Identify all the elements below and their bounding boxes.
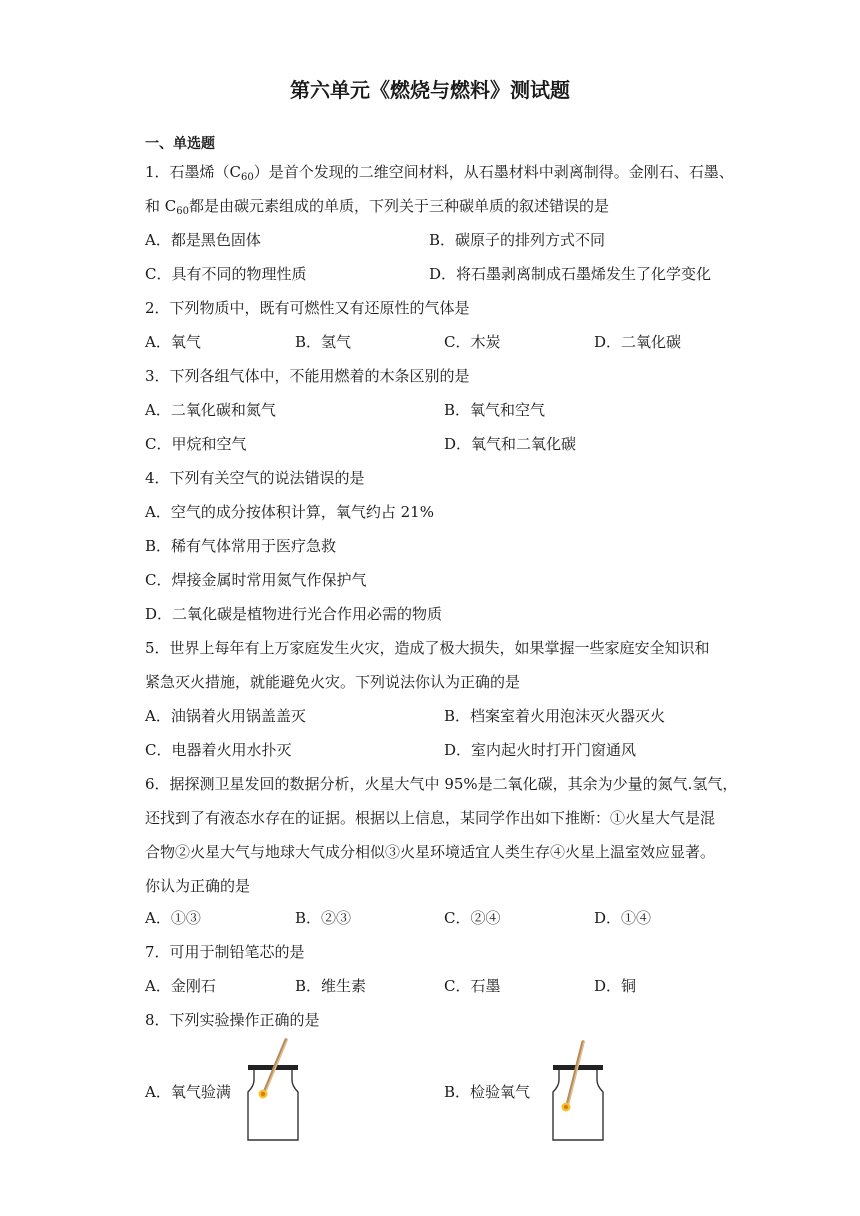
q7-option-d: D．铜 [594,977,637,995]
q3-option-b: B．氧气和空气 [444,401,546,419]
q2-option-a: A．氧气 [145,333,201,351]
q4-option-a: A．空气的成分按体积计算，氧气约占 21% [145,503,434,521]
q4-option-b: B．稀有气体常用于医疗急救 [145,537,337,555]
section-heading: 一、单选题 [145,136,215,152]
q1-stem-line2: 和 $C_{60}$都是由碳元素组成的单质，下列关于三种碳单质的叙述错误的是 [145,197,609,217]
q6-option-c: C．②④ [444,909,501,927]
q4-option-c: C．焊接金属时常用氮气作保护气 [145,571,367,589]
q7-option-a: A．金刚石 [145,977,216,995]
q2-option-d: D．二氧化碳 [594,333,682,351]
q6-option-b: B．②③ [295,909,352,927]
q3-option-c: C．甲烷和空气 [145,435,247,453]
q5-option-c: C．电器着火用水扑灭 [145,741,292,759]
page-title: 第六单元《燃烧与燃料》测试题 [290,78,570,102]
q8-option-a: A．氧气验满 [145,1083,231,1101]
q6-option-a: A．①③ [145,909,201,927]
q2-option-c: C．木炭 [444,333,501,351]
q7-stem: 7．可用于制铅笔芯的是 [145,943,305,961]
q1-option-a: A．都是黑色固体 [145,231,261,249]
q7-option-b: B．维生素 [295,977,367,995]
q8-option-b: B．检验氧气 [444,1083,531,1101]
q5-option-d: D．室内起火时打开门窗通风 [444,741,637,759]
q1-stem-line1: 1．石墨烯$(C_{60})$是首个发现的二维空间材料，从石墨材料中剥离制得。金刚石、石墨、 [145,163,734,183]
q5-option-a: A．油锅着火用锅盖盖灭 [145,707,306,725]
q1-option-b: B．碳原子的排列方式不同 [429,231,606,249]
q7-option-c: C．石墨 [444,977,501,995]
q5-stem-line1: 5．世界上每年有上万家庭发生火灾，造成了极大损失，如果掌握一些家庭安全知识和 [145,639,710,657]
q3-option-a: A．二氧化碳和氮气 [145,401,276,419]
q3-stem: 3．下列各组气体中，不能用燃着的木条区别的是 [145,367,470,385]
q6-stem-line3: 合物②火星大气与地球大气成分相似③火星环境适宜人类生存④火星上温室效应显著。 [145,843,716,861]
q4-stem: 4．下列有关空气的说法错误的是 [145,469,365,487]
q6-stem-line2: 还找到了有液态水存在的证据。根据以上信息，某同学作出如下推断：①火星大气是混 [145,809,716,827]
q1-option-d: D．将石墨剥离制成石墨烯发生了化学变化 [429,265,712,283]
q6-option-d: D．①④ [594,909,652,927]
q2-option-b: B．氢气 [295,333,352,351]
q6-stem-line1: 6．据探测卫星发回的数据分析，火星大气中 95%是二氧化碳，其余为少量的氮气.氢气， [145,775,738,793]
q1-option-c: C．具有不同的物理性质 [145,265,307,283]
q5-stem-line2: 紧急灭火措施，就能避免火灾。下列说法你认为正确的是 [145,673,521,691]
oxygen-test-at-mouth-figure [244,1038,304,1142]
oxygen-test-in-bottle-figure [549,1040,609,1142]
q4-option-d: D．二氧化碳是植物进行光合作用必需的物质 [145,605,443,623]
q5-option-b: B．档案室着火用泡沫灭火器灭火 [444,707,666,725]
q3-option-d: D．氧气和二氧化碳 [444,435,577,453]
q2-stem: 2．下列物质中，既有可燃性又有还原性的气体是 [145,299,470,317]
q6-stem-line4: 你认为正确的是 [145,877,251,895]
q8-stem: 8．下列实验操作正确的是 [145,1011,320,1029]
